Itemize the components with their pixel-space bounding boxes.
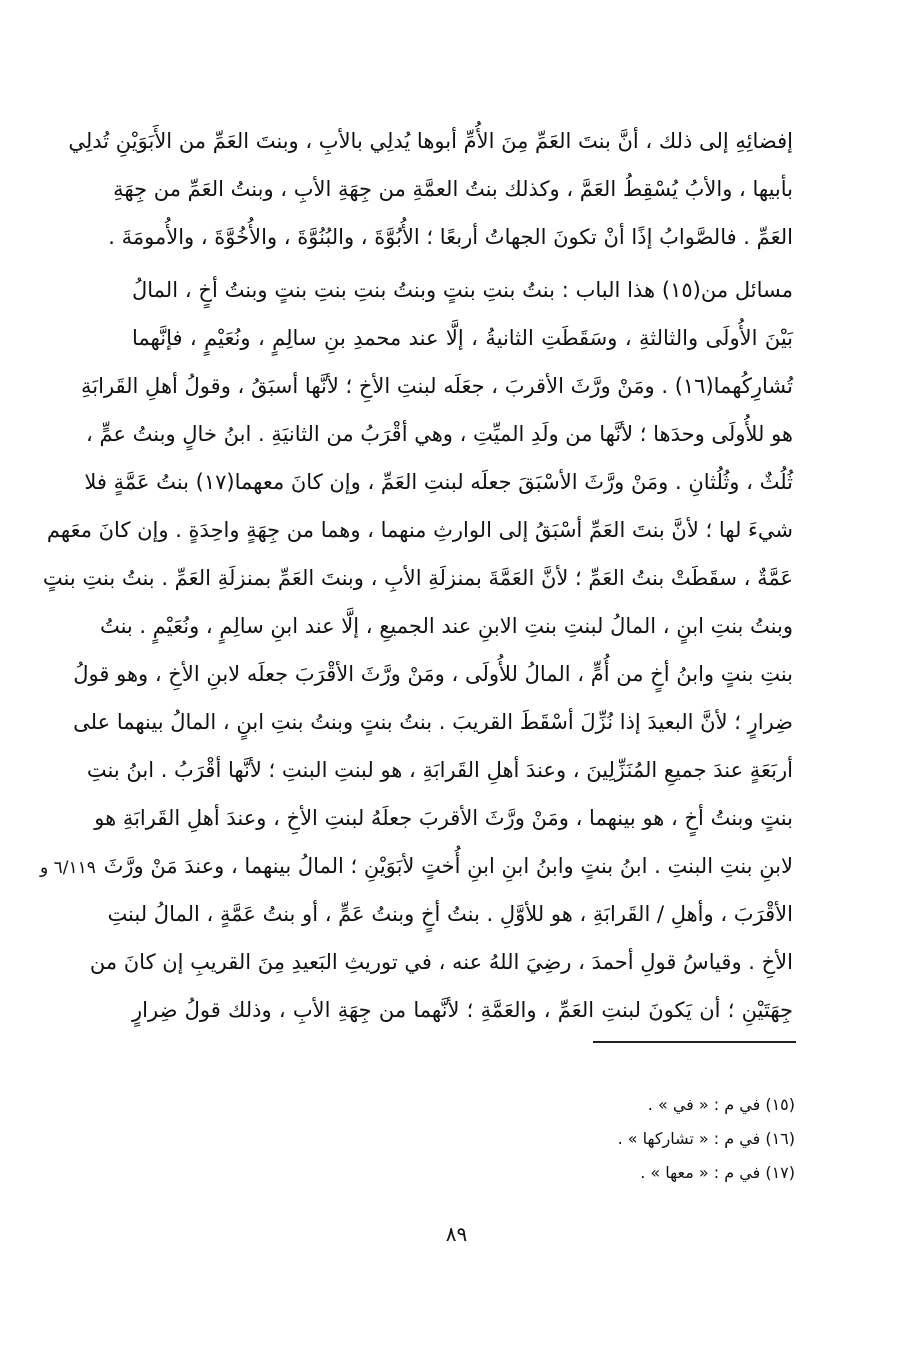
text-line-16: لابنِ بنتِ البنتِ . ابنُ بنتٍ وابنُ ابنِ ابنِ أُختٍ لأبَوَيْنِ ؛ المالُ بينهما ، وعندَ مَنْ ورَّثَ bbox=[103, 854, 793, 878]
text-line-13: ضِرارٍ ؛ لأنَّ البعيدَ إذا نُزِّلَ أسْقَطَ القريبَ . بنتُ بنتٍ وبنتُ بنتِ ابنٍ ، المالُ بينهما على bbox=[73, 710, 793, 734]
footnotes bbox=[520, 1088, 795, 1190]
footnote-separator bbox=[593, 1041, 796, 1043]
text-line-1: إفضائِهِ إلى ذلك ، أنَّ بنتَ العَمِّ مِنَ الأُمِّ أبوها يُدلِي بالأبِ ، وبنتَ العَمِّ من الأَبَوَيْنِ تُدلِي bbox=[68, 129, 793, 153]
text-line-18: الأخِ . وقياسُ قولِ أحمدَ ، رضِيَ اللهُ عنه ، في توريثِ البَعيدِ مِنَ القريبِ إن كانَ من bbox=[89, 950, 793, 974]
text-line-2: بأبيها ، والأبُ يُسْقِطُ العَمَّ ، وكذلك بنتُ العمَّةِ من جِهَةِ الأبِ ، وبنتُ العَمِّ من جِهَةِ bbox=[113, 177, 793, 201]
text-line-4: مسائل من(١٥) هذا الباب : بنتُ بنتِ بنتٍ وبنتُ بنتِ بنتِ بنتٍ وبنتُ أخٍ ، المالُ bbox=[132, 278, 793, 302]
footnote-16: (١٦) في م : « تشاركها » . bbox=[617, 1129, 795, 1148]
page-number: ٨٩ bbox=[445, 1222, 468, 1246]
text-line-11: وبنتُ بنتِ ابنٍ ، المالُ لبنتِ بنتِ الابنِ عند الجميعِ ، إلَّا عند ابنِ سالِمٍ ، ونُعَيْمٍ . بنتُ bbox=[99, 614, 793, 638]
text-line-12: بنتِ بنتٍ وابنُ أخٍ من أُمٍّ ، المالُ للأُولَى ، ومَنْ ورَّثَ الأقْرَبَ جعلَه لابنِ الأخِ ، وهو قولُ bbox=[73, 662, 793, 686]
text-line-3: العَمِّ . فالصَّوابُ إذًا أنْ تكونَ الجهاتُ أربعًا ؛ الأُبُوَّةَ ، والبُنُوَّةَ ، والأُخُوَّةَ ، والأُمومَةَ . bbox=[108, 225, 793, 249]
footnote-17: (١٧) في م : « معها » . bbox=[640, 1163, 795, 1182]
margin-reference: ٦/١١٩ و bbox=[40, 858, 96, 878]
footnote-15: (١٥) في م : « في » . bbox=[647, 1095, 795, 1114]
text-line-15: بنتٍ وبنتُ أخٍ ، هو بينهما ، ومَنْ ورَّثَ الأقربَ جعلَهُ لبنتِ الأخِ ، وعندَ أهلِ القَرابَةِ هو bbox=[94, 806, 793, 830]
text-line-7: هو للأُولَى وحدَها ؛ لأنَّها من ولَدِ الميِّتِ ، وهي أقْرَبُ من الثانيَةِ . ابنُ خالٍ وبنتُ عمٍّ ، bbox=[86, 422, 793, 446]
text-line-19: جِهَتَيْنِ ؛ أن يَكونَ لبنتِ العَمِّ ، والعَمَّةِ ؛ لأنَّهما من جِهَةِ الأبِ ، وذلك قولُ ضِرارٍ bbox=[132, 998, 793, 1022]
text-line-9: شيءَ لها ؛ لأنَّ بنتَ العَمِّ أسْبَقُ إلى الوارثِ منهما ، وهما من جِهَةٍ واحِدَةٍ . وإن كانَ معَهم bbox=[46, 518, 793, 542]
text-line-17: الأقْرَبَ ، وأهلِ / القَرابَةِ ، هو للأوَّلِ . بنتُ أخٍ وبنتُ عَمٍّ ، أو بنتُ عَمَّةٍ ، المالُ لبنتِ bbox=[107, 902, 793, 926]
text-line-6: تُشارِكُهما(١٦) . ومَنْ ورَّثَ الأقربَ ، جعَلَه لبنتِ الأخِ ؛ لأنَّها أسبَقُ ، وقولُ أهلِ القَرابَةِ bbox=[81, 374, 793, 398]
text-line-10: عَمَّةٌ ، سقَطَتْ بنتُ العَمِّ ؛ لأنَّ العَمَّةَ بمنزلَةِ الأبِ ، وبنتَ العَمِّ بمنزلَةِ العَمِّ . بنتُ بنتِ بنتٍ bbox=[42, 566, 793, 590]
text-line-5: بَيْنَ الأُولَى والثالثةِ ، وسَقَطَتِ الثانيةُ ، إلَّا عند محمدِ بنِ سالِمٍ ، ونُعَيْمٍ ، فإنَّهما bbox=[132, 326, 793, 350]
text-line-8: ثُلُثٌ ، وثُلُثانِ . ومَنْ ورَّثَ الأسْبَقَ جعلَه لبنتِ العَمِّ ، وإن كانَ معهما(١٧) بنتُ عَمَّةٍ فلا bbox=[84, 470, 793, 494]
text-line-14: أربَعَةٍ عندَ جميعِ المُنَزِّلِينَ ، وعندَ أهلِ القَرابَةِ ، هو لبنتِ البنتِ ؛ لأنَّها أقْرَبُ . ابنُ بنتِ bbox=[86, 758, 793, 782]
